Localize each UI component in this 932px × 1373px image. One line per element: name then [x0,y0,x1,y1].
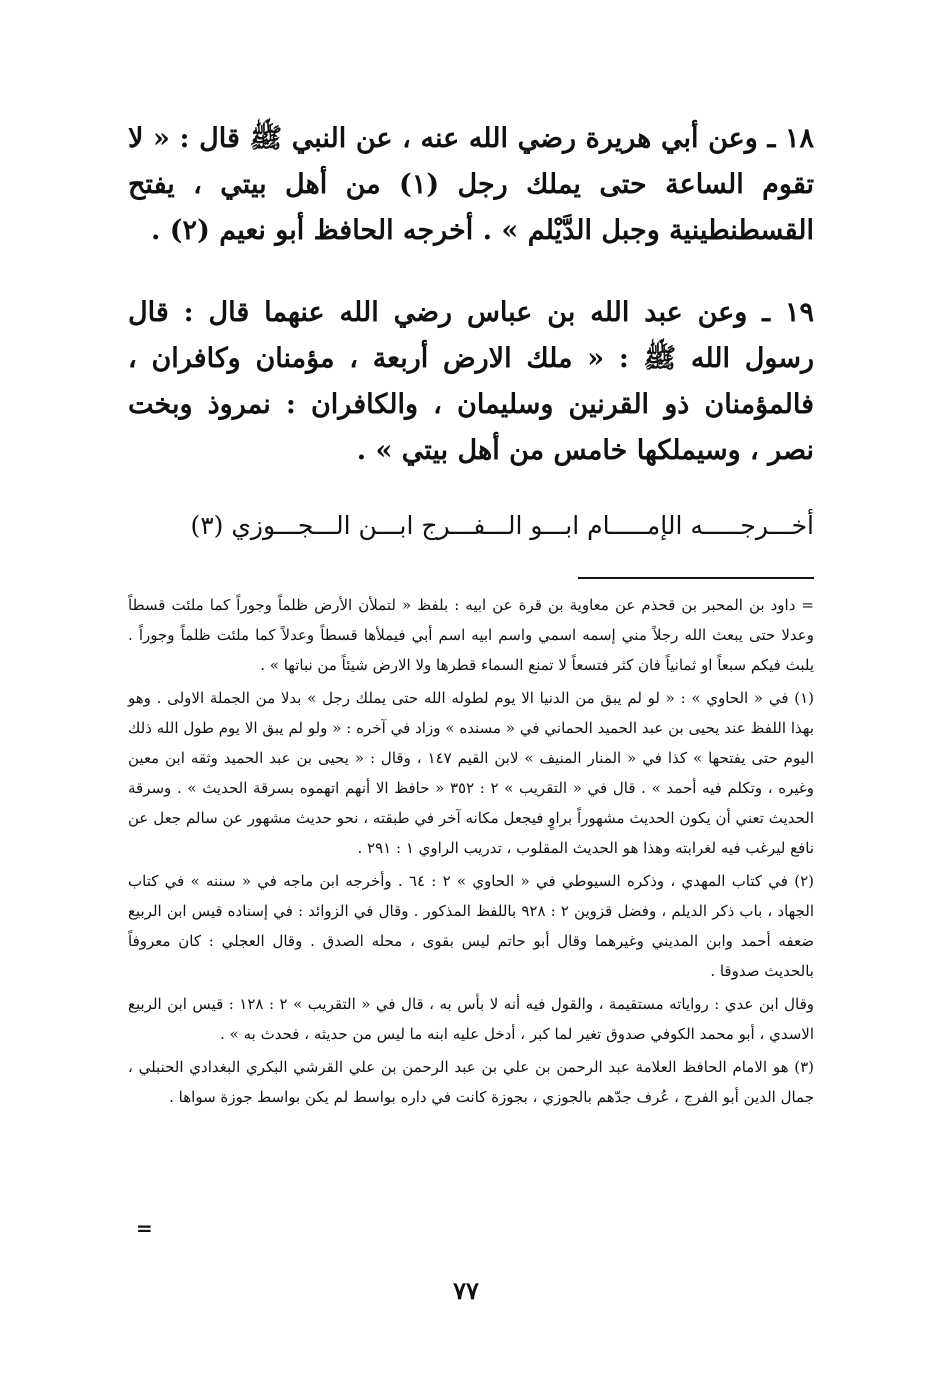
hadith-18-paragraph: ١٨ ـ وعن أبي هريرة رضي الله عنه ، عن النبي ﷺ قال : « لا تقوم الساعة حتى يملك رجل (١) من أهل بيتي ، يفتح القسطنطينية وجبل الدَّيْلم » . أخرجه الحافظ أبو نعيم (٢) . [128,123,814,246]
footnote-2: (٢) في كتاب المهدي ، وذكره السيوطي في « الحاوي » ٢ : ٦٤ . وأخرجه ابن ماجه في « سننه » في كتاب الجهاد ، باب ذكر الديلم ، وفضل قزوين ٢ : ٩٢٨ باللفظ المذكور . وقال في الزوائد : في إسناده قيس ابن الربيع ضعفه أحمد وابن المديني وغيرهما وقال أبو حاتم ليس بقوى ، محله الصدق . وقال العجلي : كان معروفاً بالحديث صدوقا . [128,872,814,980]
footnote-separator [578,577,814,579]
page-number: ٧٧ [453,1276,479,1305]
footnote-1: (١) في « الحاوي » : « لو لم يبق من الدنيا الا يوم لطوله الله حتى يملك رجل » بدلا من الجملة الاولى . وهو بهذا اللفظ عند يحيى بن عبد الحميد الحماني في « مسنده » وزاد في آخره : « ولو لم يبق الا يوم طول الله ذلك اليوم حتى يفتحها » كذا في « المنار المنيف » لابن القيم ١٤٧ ، وقال : « يحيى بن عبد الحميد وثقه ابن معين وغيره ، وتكلم فيه أحمد » . قال في « التقريب » ٢ : ٣٥٢ « حافظ الا أنهم اتهموه بسرقة الحديث » . وسرقة الحديث تعني أن يكون الحديث مشهوراً براوٍ فيجعل مكانه آخر في طبقته ، نحو حديث مشهور عن سالم جعل عن نافع ليرغب فيه لغرابته وهذا هو الحديث المقلوب ، تدريب الراوي ١ : ٢٩١ . [128,689,814,857]
footnote-continuation: = داود بن المحبر بن قحذم عن معاوية بن قرة عن ابيه : بلفظ « لتملأن الأرض ظلماً وجوراً كما ملئت قسطاً وعدلا حتى يبعث الله رجلاً مني إسمه اسمي واسم ابيه اسم أبي فيملأها قسطاً وعدلاً كما ملئت ظلماً وجوراً . يلبث فيكم سبعاً او ثمانياً فان كثر فتسعاً لا تمنع السماء قطرها ولا الارض شيئاً من نباتها » . [128,596,814,674]
hadith-19-paragraph: ١٩ ـ وعن عبد الله بن عباس رضي الله عنهما قال : قال رسول الله ﷺ : « ملك الارض أربعة ، مؤمنان وكافران ، فالمؤمنان ذو القرنين وسليمان ، والكافران : نمروذ وبخت نصر ، وسيملكها خامس من أهل بيتي » . [128,297,814,466]
attribution-line: أخـــرجـــــه الإمـــــام ابـــو الـــفـــرج ابـــن الـــجـــوزي (٣) [190,511,814,540]
footnotes [128,590,814,1115]
footnote-3: (٣) هو الامام الحافظ العلامة عبد الرحمن بن علي بن عبد الرحمن بن علي القرشي البكري البغدادي الحنبلي ، جمال الدين أبو الفرج ، عُرف جدّهم بالجوزي ، بجوزة كانت في داره بواسط لم يكن بواسط جوزة سواها . [128,1058,814,1106]
continued-mark: = [136,1216,153,1240]
footnote-2-continued: وقال ابن عدي : رواياته مستقيمة ، والقول فيه أنه لا بأس به ، قال في « التقريب » ٢ : ١٢٨ : قيس ابن الربيع الاسدي ، أبو محمد الكوفي صدوق تغير لما كبر ، أدخل عليه ابنه ما ليس من حديثه ، فحدث به » . [128,995,814,1043]
